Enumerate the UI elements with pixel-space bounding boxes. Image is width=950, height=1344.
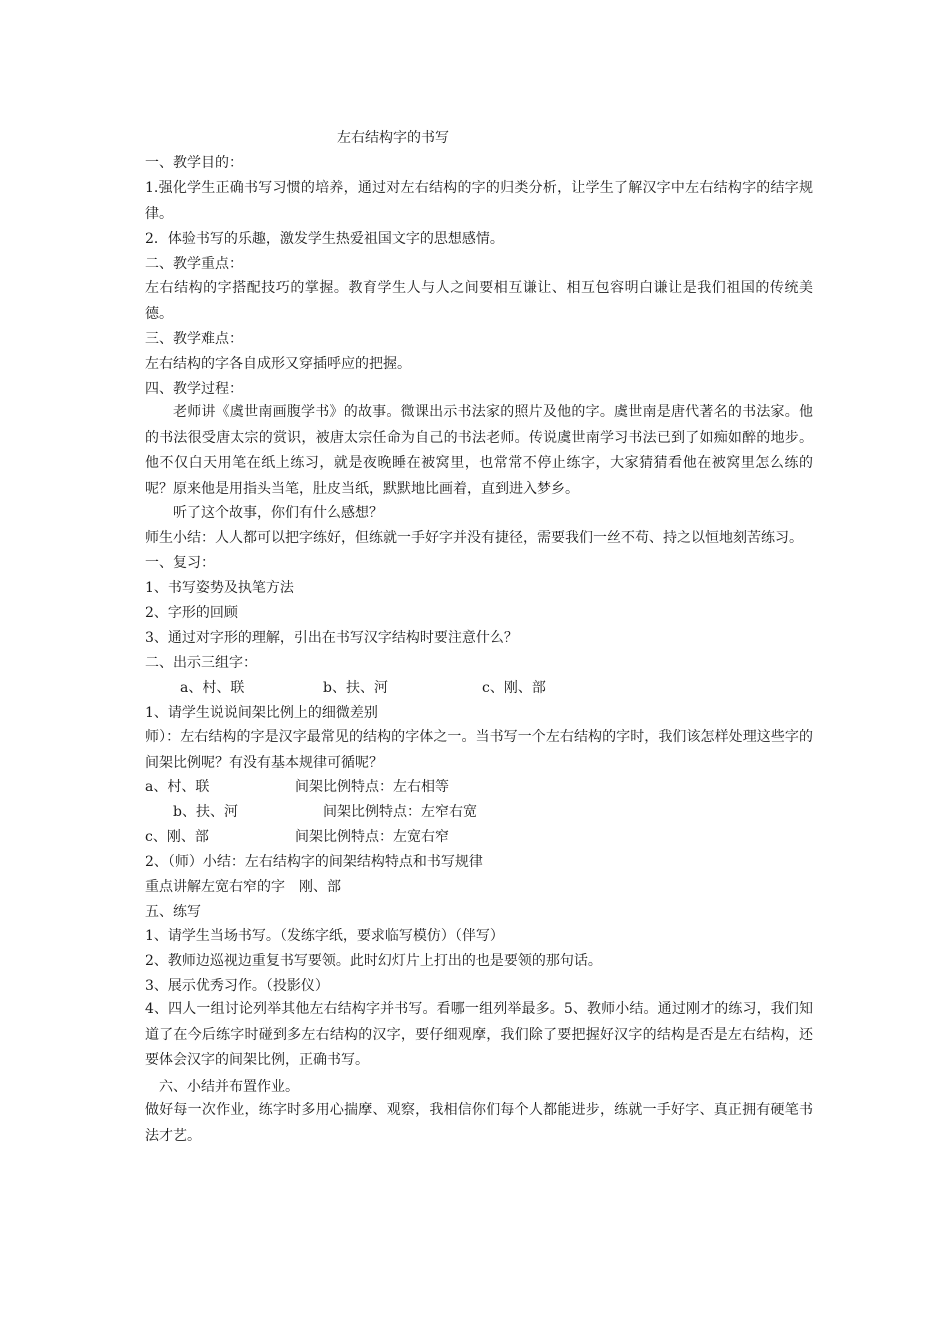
practice-item-4: 4、四人一组讨论列举其他左右结构字并书写。看哪一组列举最多。5、教师小结。通过刚才的练习，我们知道了在今后练字时碰到多左右结构的汉字，要仔细观摩，我们除了要把握好汉字的结构是否是左右结构，还要体会汉字的间架比例，正确书写。 [145, 1001, 813, 1068]
ratio-row-a-feature: 间架比例特点：左右相等 [295, 779, 449, 795]
group-b: b、扶、河 [323, 680, 388, 696]
review-item-1: 1、书写姿势及执笔方法 [145, 580, 294, 596]
practice-heading: 五、练写 [145, 904, 201, 920]
review-heading: 一、复习： [145, 555, 215, 571]
section-heading-difficulties: 三、教学难点： [145, 331, 243, 347]
document-title: 左右结构字的书写 [337, 130, 449, 146]
review-item-2: 2、字形的回顾 [145, 605, 238, 621]
homework-text: 做好每一次作业，练字时多用心揣摩、观察，我相信你们每个人都能进步，练就一手好字、真正拥有硬笔书法才艺。 [145, 1102, 813, 1144]
homework-heading: 六、小结并布置作业。 [159, 1079, 299, 1095]
ratio-row-b-label: b、扶、河 [173, 804, 238, 820]
group-c: c、刚、部 [482, 680, 546, 696]
group-a: a、村、联 [180, 680, 245, 696]
ratio-row-b-feature: 间架比例特点：左窄右宽 [323, 804, 477, 820]
practice-item-2: 2、教师边巡视边重复书写要领。此时幻灯片上打出的也是要领的那句话。 [145, 953, 602, 969]
show-groups-heading: 二、出示三组字： [145, 655, 257, 671]
focus-note: 重点讲解左宽右窄的字 刚、部 [145, 879, 341, 895]
difficulties-text: 左右结构的字各自成形又穿插呼应的把握。 [145, 356, 411, 372]
show-item-1: 1、请学生说说间架比例上的细微差别 [145, 705, 378, 721]
story-paragraph: 老师讲《虞世南画腹学书》的故事。微课出示书法家的照片及他的字。虞世南是唐代著名的书法家。他的书法很受唐太宗的赏识，被唐太宗任命为自己的书法老师。传说虞世南学习书法已到了如痴如醉的地步。他不仅白天用笔在纸上练习，就是夜晚睡在被窝里，也常常不停止练字，大家猜猜看他在被窝里怎么练的呢？原来他是用指头当笔，肚皮当纸，默默地比画着，直到进入梦乡。 [145, 404, 813, 497]
teacher-explanation: 师）：左右结构的字是汉字最常见的结构的字体之一。当书写一个左右结构的字时，我们该怎样处理这些字的间架比例呢？有没有基本规律可循呢？ [145, 729, 813, 771]
practice-item-3: 3、展示优秀习作。（投影仪） [145, 978, 329, 994]
ratio-row-c-label: c、刚、部 [145, 829, 209, 845]
section-heading-process: 四、教学过程： [145, 381, 243, 397]
section-heading-objectives: 一、教学目的： [145, 155, 243, 171]
ratio-row-a-label: a、村、联 [145, 779, 210, 795]
story-question: 听了这个故事，你们有什么感想？ [173, 505, 383, 521]
ratio-row-c-feature: 间架比例特点：左宽右窄 [295, 829, 449, 845]
practice-item-1: 1、请学生当场书写。（发练字纸，要求临写模仿）（伴写） [145, 928, 504, 944]
show-item-2: 2、（师）小结：左右结构字的间架结构特点和书写规律 [145, 854, 483, 870]
teacher-student-summary: 师生小结：人人都可以把字练好，但练就一手好字并没有捷径，需要我们一丝不苟、持之以恒地刻苦练习。 [145, 530, 803, 546]
objective-2: 2．体验书写的乐趣，激发学生热爱祖国文字的思想感情。 [145, 231, 504, 247]
section-heading-key-points: 二、教学重点： [145, 256, 243, 272]
objective-1: 1.强化学生正确书写习惯的培养，通过对左右结构的字的归类分析，让学生了解汉字中左右结构字的结字规律。 [145, 180, 813, 222]
key-points-text: 左右结构的字搭配技巧的掌握。教育学生人与人之间要相互谦让、相互包容明白谦让是我们祖国的传统美德。 [145, 280, 813, 322]
review-item-3: 3、通过对字形的理解，引出在书写汉字结构时要注意什么？ [145, 630, 518, 646]
